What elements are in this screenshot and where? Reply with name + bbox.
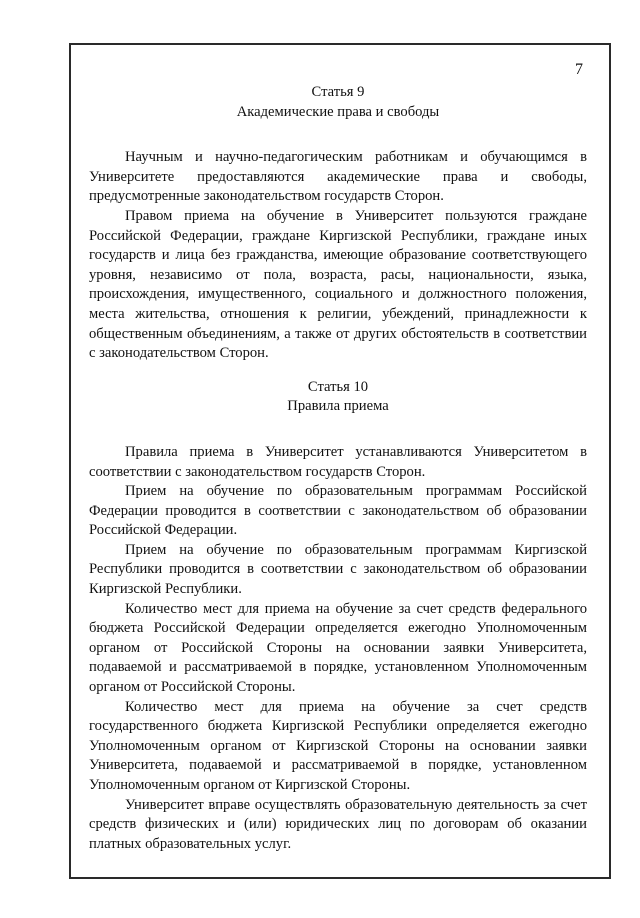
article-9-title: Академические права и свободы [236, 103, 440, 120]
article-10-paragraph-1: Правила приема в Университет устанавливаются Университетом в соответствии с законодательством государств Сторон. [89, 443, 587, 480]
article-10-number: Статья 10 [307, 378, 369, 395]
page-number: 7 [575, 61, 583, 78]
article-9-paragraph-2: Правом приема на обучение в Университет пользуются граждане Российской Федерации, граждане Киргизской Республики, граждане иных государств и лица без гражданства, имеющие образование соответствующего уровня, независимо от пола, возраста, расы, национальности, языка, происхождения, имущественного, социального и должностного положения, места жительства, отношения к религии, убеждений, принадлежности к общественным объединениям, а также от других обстоятельств в соответствии с законодательством Сторон. [89, 207, 587, 362]
page-border [69, 43, 611, 879]
article-10-paragraph-3: Прием на обучение по образовательным программам Киргизской Республики проводится в соответствии с законодательством об образовании Киргизской Республики. [89, 541, 587, 598]
article-9 [89, 83, 587, 364]
article-10-paragraph-5: Количество мест для приема на обучение за счет средств государственного бюджета Киргизской Республики определяется ежегодно Уполномоченным органом от Киргизской Стороны на основании заявки Университета, подаваемой и рассматриваемой в порядке, установленном Уполномоченным органом от Киргизской Стороны. [89, 698, 587, 793]
document-body [89, 83, 587, 854]
article-10-paragraph-2: Прием на обучение по образовательным программам Российской Федерации проводится в соответствии с законодательством об образовании Российской Федерации. [89, 483, 587, 539]
article-10-title: Правила приема [287, 398, 389, 415]
article-10 [89, 378, 587, 855]
article-9-number: Статья 9 [311, 84, 365, 100]
article-10-paragraph-4: Количество мест для приема на обучение за счет средств федерального бюджета Российской Федерации определяется ежегодно Уполномоченным органом от Российской Стороны на основании заявки Университета, подаваемой и рассматриваемой в порядке, установленном Уполномоченным органом от Российской Стороны. [89, 600, 587, 696]
article-9-paragraph-1: Научным и научно-педагогическим работникам и обучающимся в Университете предоставляются академические права и свободы, предусмотренные законодательством государств Сторон. [89, 149, 587, 205]
article-10-paragraph-6: Университет вправе осуществлять образовательную деятельность за счет средств физических и (или) юридических лиц по договорам об оказании платных образовательных услуг. [89, 796, 587, 852]
